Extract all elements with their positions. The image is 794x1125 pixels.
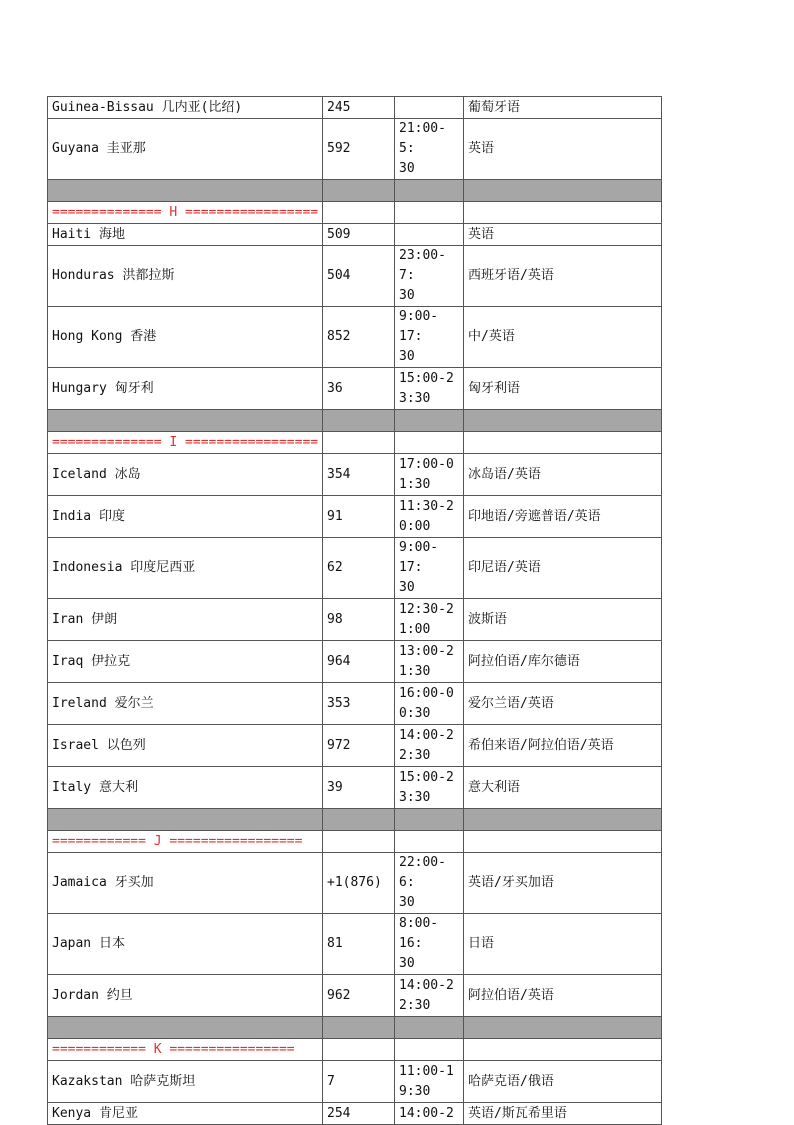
table-row — [48, 1061, 662, 1103]
country-cell: Italy 意大利 — [48, 767, 323, 809]
empty-cell — [395, 831, 464, 853]
empty-cell — [395, 1039, 464, 1061]
separator-cell — [48, 180, 323, 202]
separator-cell — [323, 809, 395, 831]
letter-header-row — [48, 831, 662, 853]
table-row — [48, 119, 662, 180]
separator-cell — [323, 1017, 395, 1039]
dial-code-cell: 592 — [323, 119, 395, 180]
language-cell: 冰岛语/英语 — [464, 454, 662, 496]
dial-code-cell: 254 — [323, 1103, 395, 1125]
business-hours-cell: 9:00-17: 30 — [395, 538, 464, 599]
language-cell: 中/英语 — [464, 307, 662, 368]
country-cell: Hungary 匈牙利 — [48, 368, 323, 410]
table-row — [48, 725, 662, 767]
separator-cell — [464, 180, 662, 202]
country-cell: Jamaica 牙买加 — [48, 853, 323, 914]
table-row — [48, 767, 662, 809]
section-separator-row — [48, 410, 662, 432]
letter-header-row — [48, 202, 662, 224]
separator-cell — [48, 809, 323, 831]
separator-cell — [395, 1017, 464, 1039]
section-separator-row — [48, 1017, 662, 1039]
country-code-table — [47, 96, 662, 1125]
letter-header-text: ============ K ================ — [48, 1039, 323, 1061]
language-cell: 英语 — [464, 224, 662, 246]
table-row — [48, 224, 662, 246]
country-cell: Haiti 海地 — [48, 224, 323, 246]
country-cell: Guinea-Bissau 几内亚(比绍) — [48, 97, 323, 119]
empty-cell — [323, 831, 395, 853]
table-row — [48, 975, 662, 1017]
dial-code-cell: 509 — [323, 224, 395, 246]
language-cell: 西班牙语/英语 — [464, 246, 662, 307]
table-body — [48, 97, 662, 1125]
table-row — [48, 641, 662, 683]
country-cell: Hong Kong 香港 — [48, 307, 323, 368]
empty-cell — [323, 432, 395, 454]
separator-cell — [323, 410, 395, 432]
separator-cell — [464, 1017, 662, 1039]
language-cell: 日语 — [464, 914, 662, 975]
dial-code-cell: 962 — [323, 975, 395, 1017]
separator-cell — [395, 180, 464, 202]
country-cell: Honduras 洪都拉斯 — [48, 246, 323, 307]
country-cell: Guyana 圭亚那 — [48, 119, 323, 180]
dial-code-cell: 91 — [323, 496, 395, 538]
table-row — [48, 683, 662, 725]
country-cell: Iraq 伊拉克 — [48, 641, 323, 683]
business-hours-cell — [395, 224, 464, 246]
business-hours-cell: 14:00-2 2:30 — [395, 975, 464, 1017]
letter-header-text: ============ J ================= — [48, 831, 323, 853]
table-row — [48, 368, 662, 410]
dial-code-cell: 972 — [323, 725, 395, 767]
empty-cell — [395, 202, 464, 224]
separator-cell — [395, 809, 464, 831]
language-cell: 希伯来语/阿拉伯语/英语 — [464, 725, 662, 767]
dial-code-cell: 98 — [323, 599, 395, 641]
letter-header-text: ============== H ================= — [48, 202, 323, 224]
business-hours-cell: 15:00-2 3:30 — [395, 767, 464, 809]
table-row — [48, 307, 662, 368]
business-hours-cell — [395, 97, 464, 119]
empty-cell — [464, 202, 662, 224]
section-separator-row — [48, 180, 662, 202]
business-hours-cell: 9:00-17: 30 — [395, 307, 464, 368]
country-cell: India 印度 — [48, 496, 323, 538]
table-row — [48, 496, 662, 538]
dial-code-cell: 62 — [323, 538, 395, 599]
language-cell: 爱尔兰语/英语 — [464, 683, 662, 725]
business-hours-cell: 22:00-6: 30 — [395, 853, 464, 914]
separator-cell — [395, 410, 464, 432]
table-row — [48, 454, 662, 496]
business-hours-cell: 15:00-2 3:30 — [395, 368, 464, 410]
empty-cell — [464, 1039, 662, 1061]
dial-code-cell: 7 — [323, 1061, 395, 1103]
language-cell: 波斯语 — [464, 599, 662, 641]
language-cell: 葡萄牙语 — [464, 97, 662, 119]
table-row — [48, 246, 662, 307]
language-cell: 印尼语/英语 — [464, 538, 662, 599]
country-cell: Ireland 爱尔兰 — [48, 683, 323, 725]
language-cell: 印地语/旁遮普语/英语 — [464, 496, 662, 538]
language-cell: 英语 — [464, 119, 662, 180]
business-hours-cell: 14:00-2 — [395, 1103, 464, 1125]
empty-cell — [395, 432, 464, 454]
table-row — [48, 599, 662, 641]
country-cell: Kazakstan 哈萨克斯坦 — [48, 1061, 323, 1103]
country-cell: Japan 日本 — [48, 914, 323, 975]
letter-header-text: ============== I ================= — [48, 432, 323, 454]
table-row — [48, 1103, 662, 1125]
country-cell: Kenya 肯尼亚 — [48, 1103, 323, 1125]
language-cell: 英语/斯瓦希里语 — [464, 1103, 662, 1125]
business-hours-cell: 16:00-0 0:30 — [395, 683, 464, 725]
language-cell: 匈牙利语 — [464, 368, 662, 410]
dial-code-cell: 354 — [323, 454, 395, 496]
separator-cell — [464, 410, 662, 432]
table-row — [48, 538, 662, 599]
language-cell: 英语/牙买加语 — [464, 853, 662, 914]
table-row — [48, 853, 662, 914]
dial-code-cell: 504 — [323, 246, 395, 307]
empty-cell — [323, 1039, 395, 1061]
dial-code-cell: 852 — [323, 307, 395, 368]
business-hours-cell: 11:30-2 0:00 — [395, 496, 464, 538]
country-cell: Jordan 约旦 — [48, 975, 323, 1017]
letter-header-row — [48, 432, 662, 454]
business-hours-cell: 13:00-2 1:30 — [395, 641, 464, 683]
language-cell: 阿拉伯语/英语 — [464, 975, 662, 1017]
business-hours-cell: 14:00-2 2:30 — [395, 725, 464, 767]
dial-code-cell: 245 — [323, 97, 395, 119]
language-cell: 阿拉伯语/库尔德语 — [464, 641, 662, 683]
dial-code-cell: 36 — [323, 368, 395, 410]
language-cell: 意大利语 — [464, 767, 662, 809]
business-hours-cell: 23:00-7: 30 — [395, 246, 464, 307]
country-cell: Iceland 冰岛 — [48, 454, 323, 496]
business-hours-cell: 12:30-2 1:00 — [395, 599, 464, 641]
business-hours-cell: 11:00-1 9:30 — [395, 1061, 464, 1103]
separator-cell — [48, 410, 323, 432]
dial-code-cell: 81 — [323, 914, 395, 975]
table-row — [48, 97, 662, 119]
empty-cell — [464, 432, 662, 454]
empty-cell — [464, 831, 662, 853]
business-hours-cell: 21:00-5: 30 — [395, 119, 464, 180]
section-separator-row — [48, 809, 662, 831]
country-cell: Iran 伊朗 — [48, 599, 323, 641]
country-cell: Indonesia 印度尼西亚 — [48, 538, 323, 599]
dial-code-cell: 353 — [323, 683, 395, 725]
separator-cell — [464, 809, 662, 831]
language-cell: 哈萨克语/俄语 — [464, 1061, 662, 1103]
separator-cell — [48, 1017, 323, 1039]
separator-cell — [323, 180, 395, 202]
letter-header-row — [48, 1039, 662, 1061]
dial-code-cell: +1(876) — [323, 853, 395, 914]
dial-code-cell: 39 — [323, 767, 395, 809]
business-hours-cell: 17:00-0 1:30 — [395, 454, 464, 496]
dial-code-cell: 964 — [323, 641, 395, 683]
country-cell: Israel 以色列 — [48, 725, 323, 767]
empty-cell — [323, 202, 395, 224]
table-row — [48, 914, 662, 975]
business-hours-cell: 8:00-16: 30 — [395, 914, 464, 975]
